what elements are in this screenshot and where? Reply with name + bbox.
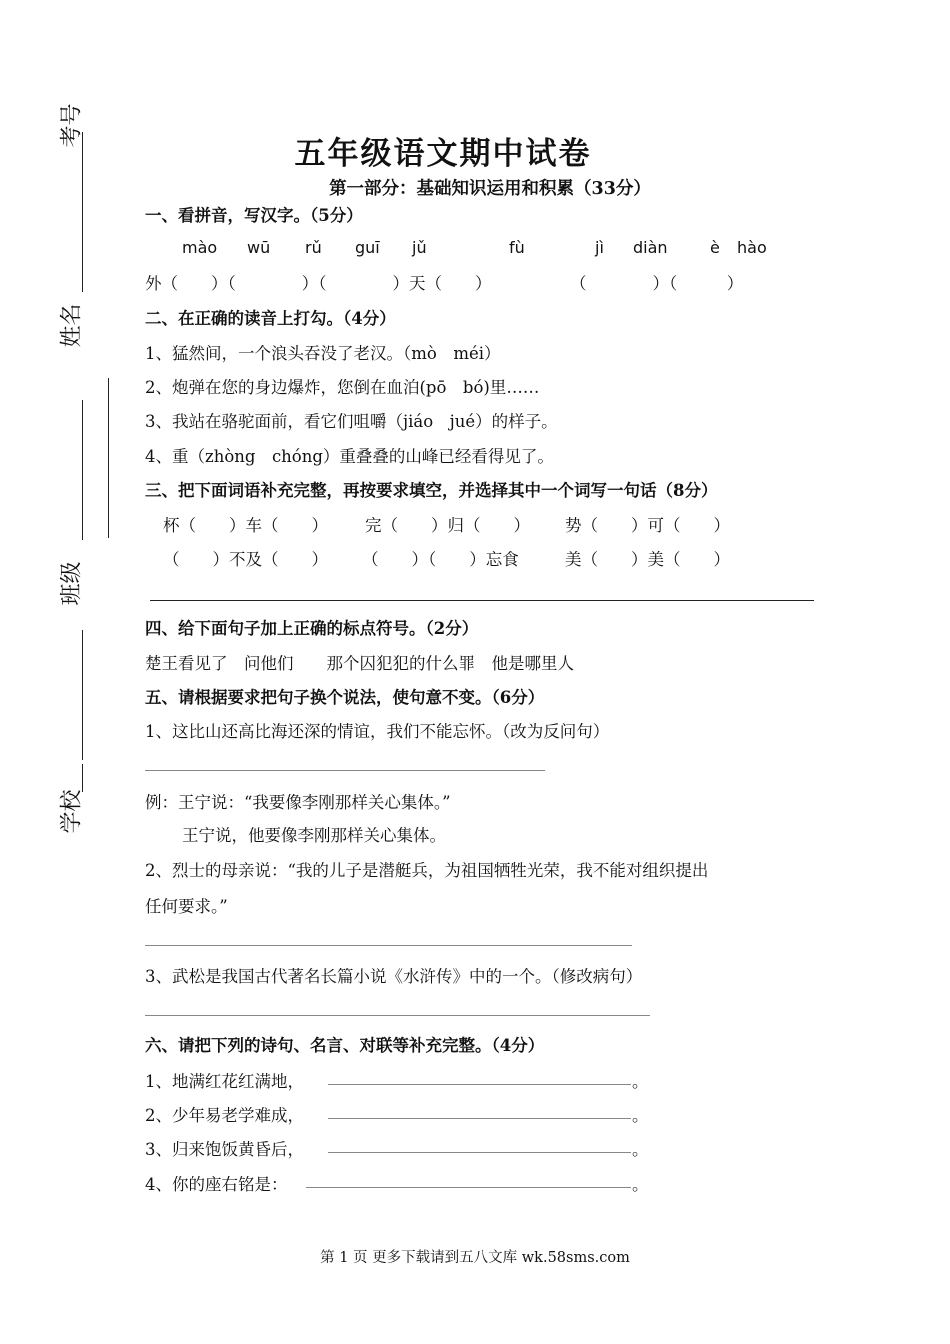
class-line-2 xyxy=(82,630,83,760)
pinyin: guī xyxy=(355,238,380,257)
answer-line xyxy=(145,945,632,946)
q1-blanks: （ ）（ ） xyxy=(570,274,744,293)
q5-heading: 五、请根据要求把句子换个说法，使句意不变。（6分） xyxy=(145,688,545,707)
example-line: 例：王宁说：“我要像李刚那样关心集体。” xyxy=(145,793,451,812)
word-fill: 完（ ）归（ ） xyxy=(365,516,530,535)
exam-number-label: 考号 xyxy=(59,103,85,148)
pinyin: hào xyxy=(737,238,767,257)
section-subtitle: 第一部分：基础知识运用和积累（33分） xyxy=(329,179,651,199)
word-fill: 美（ ）美（ ） xyxy=(565,550,730,569)
answer-line xyxy=(145,770,545,771)
end-mark: 。 xyxy=(632,1140,649,1159)
example-line: 王宁说，他要像李刚那样关心集体。 xyxy=(182,826,446,845)
q1-blanks: 外（ ）（ ）（ ）天（ ） xyxy=(145,274,492,293)
pinyin: rǔ xyxy=(305,238,322,257)
word-fill: （ ）（ ）忘食 xyxy=(362,550,519,569)
pinyin: fù xyxy=(509,238,525,257)
list-item: 3、归来饱饭黄昏后， xyxy=(145,1140,304,1159)
school-label: 学校 xyxy=(59,789,85,834)
pinyin: diàn xyxy=(633,238,668,257)
q2-heading: 二、在正确的读音上打勾。（4分） xyxy=(145,309,396,328)
class-line xyxy=(82,400,83,540)
word-fill: 杯（ ）车（ ） xyxy=(163,516,328,535)
pinyin: jǔ xyxy=(412,238,427,257)
list-item-cont: 任何要求。” xyxy=(145,897,228,916)
answer-line xyxy=(328,1152,631,1153)
answer-line xyxy=(328,1084,631,1085)
list-item: 1、地满红花红满地， xyxy=(145,1072,304,1091)
end-mark: 。 xyxy=(632,1072,649,1091)
pinyin: è xyxy=(710,238,720,257)
pinyin: mào xyxy=(182,238,218,257)
word-fill: 势（ ）可（ ） xyxy=(565,516,730,535)
pinyin: jì xyxy=(595,238,604,257)
school-line xyxy=(82,764,83,792)
list-item: 2、炮弹在您的身边爆炸，您倒在血泊(pō bó)里…… xyxy=(145,378,540,397)
word-fill: （ ）不及（ ） xyxy=(163,550,328,569)
list-item: 1、猛然间，一个浪头吞没了老汉。（mò méi） xyxy=(145,344,501,363)
answer-line xyxy=(328,1118,631,1119)
q4-sentence: 楚王看见了 问他们 那个囚犯犯的什么罪 他是哪里人 xyxy=(145,654,574,673)
end-mark: 。 xyxy=(632,1175,649,1194)
q4-heading: 四、给下面句子加上正确的标点符号。（2分） xyxy=(145,619,479,638)
answer-line xyxy=(306,1187,631,1188)
name-label: 姓名 xyxy=(59,303,85,348)
class-label: 班级 xyxy=(59,561,85,606)
pinyin: wū xyxy=(247,238,271,257)
list-item: 4、重（zhòng chóng）重叠叠的山峰已经看得见了。 xyxy=(145,447,554,466)
list-item: 2、烈士的母亲说：“我的儿子是潜艇兵，为祖国牺牲光荣，我不能对组织提出 xyxy=(145,861,709,880)
list-item: 3、武松是我国古代著名长篇小说《水浒传》中的一个。（修改病句） xyxy=(145,967,643,986)
end-mark: 。 xyxy=(632,1106,649,1125)
page-title: 五年级语文期中试卷 xyxy=(294,136,592,172)
name-line-2 xyxy=(108,378,109,538)
list-item: 4、你的座右铭是： xyxy=(145,1175,288,1194)
answer-line xyxy=(145,1015,650,1016)
list-item: 3、我站在骆驼面前，看它们咀嚼（jiáo jué）的样子。 xyxy=(145,412,558,431)
list-item: 1、这比山还高比海还深的情谊，我们不能忘怀。（改为反问句） xyxy=(145,722,610,741)
answer-line xyxy=(150,600,814,601)
name-line xyxy=(82,262,83,292)
page-footer: 第 1 页 更多下载请到五八文库 wk.58sms.com xyxy=(320,1250,630,1266)
q3-heading: 三、把下面词语补充完整，再按要求填空，并选择其中一个词写一句话（8分） xyxy=(145,481,718,500)
q6-heading: 六、请把下列的诗句、名言、对联等补充完整。（4分） xyxy=(145,1036,545,1055)
q1-heading: 一、看拼音，写汉字。（5分） xyxy=(145,206,363,225)
list-item: 2、少年易老学难成， xyxy=(145,1106,304,1125)
